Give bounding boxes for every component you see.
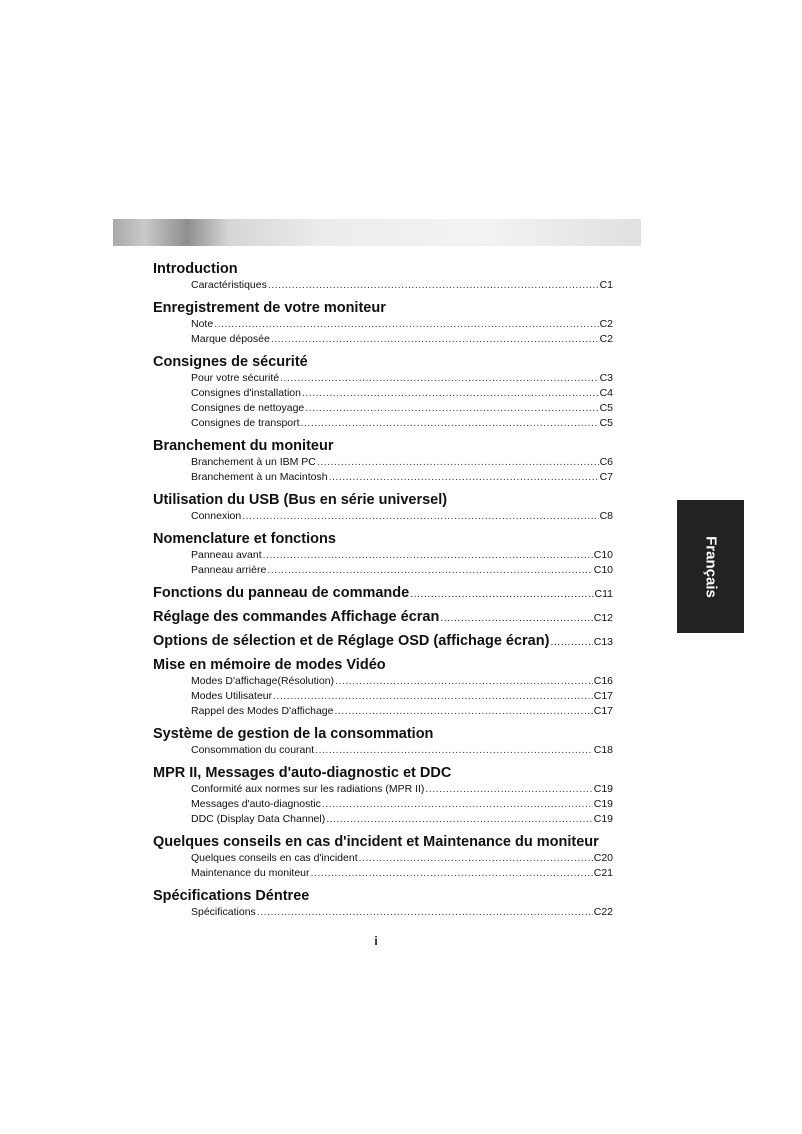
toc-section bbox=[153, 353, 613, 431]
dot-leader bbox=[329, 470, 599, 485]
page-ref: C5 bbox=[599, 417, 613, 429]
section-title: Nomenclature et fonctions bbox=[153, 531, 336, 547]
entry-label: Branchement à un IBM PC bbox=[191, 456, 316, 468]
toc-entry[interactable] bbox=[153, 812, 613, 827]
page-ref: C13 bbox=[593, 636, 613, 648]
toc-entry[interactable] bbox=[153, 470, 613, 485]
entry-label: Rappel des Modes D'affichage bbox=[191, 705, 334, 717]
dot-leader bbox=[268, 278, 599, 293]
section-title: Consignes de sécurité bbox=[153, 354, 308, 370]
dot-leader bbox=[273, 689, 593, 704]
page-ref: C5 bbox=[599, 402, 613, 414]
dot-leader bbox=[410, 585, 593, 603]
dot-leader bbox=[334, 704, 592, 719]
page-ref: C19 bbox=[593, 783, 613, 795]
entry-label: Consignes de nettoyage bbox=[191, 402, 305, 414]
entry-label: Note bbox=[191, 318, 214, 330]
entry-label: Marque déposée bbox=[191, 333, 270, 345]
toc-section bbox=[153, 764, 613, 827]
toc-entry[interactable] bbox=[153, 797, 613, 812]
page-ref: C16 bbox=[593, 675, 613, 687]
entry-label: Modes D'affichage(Résolution) bbox=[191, 675, 335, 687]
section-title: Mise en mémoire de modes Vidéo bbox=[153, 657, 386, 673]
toc-section bbox=[153, 260, 613, 293]
page-ref: C17 bbox=[593, 690, 613, 702]
page-ref: C11 bbox=[594, 588, 613, 600]
page-ref: C10 bbox=[593, 549, 613, 561]
page-ref: C22 bbox=[593, 906, 613, 918]
page-ref: C8 bbox=[599, 510, 613, 522]
dot-leader bbox=[359, 851, 593, 866]
section-title: Réglage des commandes Affichage écran bbox=[153, 609, 440, 625]
entry-label: Consommation du courant bbox=[191, 744, 315, 756]
toc-entry[interactable] bbox=[153, 689, 613, 704]
toc-section-heading[interactable] bbox=[153, 608, 613, 626]
dot-leader bbox=[326, 812, 593, 827]
section-title: Quelques conseils en cas d'incident et Maintenance du moniteur bbox=[153, 834, 599, 850]
toc-entry[interactable] bbox=[153, 278, 613, 293]
toc-section bbox=[153, 887, 613, 920]
entry-label: Spécifications bbox=[191, 906, 256, 918]
entry-label: Modes Utilisateur bbox=[191, 690, 273, 702]
dot-leader bbox=[440, 609, 592, 627]
toc-section bbox=[153, 491, 613, 524]
dot-leader bbox=[280, 371, 598, 386]
dot-leader bbox=[267, 563, 592, 578]
section-title: Utilisation du USB (Bus en série universel) bbox=[153, 492, 448, 508]
toc-entry[interactable] bbox=[153, 317, 613, 332]
section-title: Système de gestion de la consommation bbox=[153, 726, 434, 742]
page-ref: C19 bbox=[593, 798, 613, 810]
dot-leader bbox=[335, 674, 593, 689]
section-title: MPR II, Messages d'auto-diagnostic et DDC bbox=[153, 765, 452, 781]
page-ref: C4 bbox=[599, 387, 613, 399]
page-ref: C10 bbox=[593, 564, 613, 576]
dot-leader bbox=[425, 782, 592, 797]
toc-entry[interactable] bbox=[153, 548, 613, 563]
dot-leader bbox=[311, 866, 593, 881]
entry-label: Consignes d'installation bbox=[191, 387, 301, 399]
toc-entry[interactable] bbox=[153, 743, 613, 758]
dot-leader bbox=[242, 509, 598, 524]
toc-section-heading[interactable] bbox=[153, 584, 613, 602]
toc-entry[interactable] bbox=[153, 332, 613, 347]
page-number: i bbox=[374, 934, 378, 948]
entry-label: Panneau avant bbox=[191, 549, 262, 561]
page-ref: C1 bbox=[599, 279, 613, 291]
dot-leader bbox=[214, 317, 598, 332]
header-gradient-bar bbox=[113, 219, 641, 246]
dot-leader bbox=[322, 797, 593, 812]
dot-leader bbox=[305, 401, 598, 416]
dot-leader bbox=[263, 548, 593, 563]
dot-leader bbox=[257, 905, 593, 920]
table-of-contents bbox=[153, 260, 613, 920]
entry-label: Connexion bbox=[191, 510, 242, 522]
entry-label: Quelques conseils en cas d'incident bbox=[191, 852, 358, 864]
page-ref: C7 bbox=[599, 471, 613, 483]
language-tab-label: Français bbox=[702, 535, 719, 598]
section-title: Spécifications Déntree bbox=[153, 888, 310, 904]
page-ref: C20 bbox=[593, 852, 613, 864]
entry-label: Consignes de transport bbox=[191, 417, 300, 429]
language-tab bbox=[677, 500, 744, 633]
page-ref: C3 bbox=[599, 372, 613, 384]
toc-entry[interactable] bbox=[153, 371, 613, 386]
dot-leader bbox=[315, 743, 593, 758]
entry-label: Caractéristiques bbox=[191, 279, 267, 291]
section-title: Enregistrement de votre moniteur bbox=[153, 300, 386, 316]
page-ref: C2 bbox=[599, 318, 613, 330]
toc-entry[interactable] bbox=[153, 704, 613, 719]
entry-label: Panneau arrière bbox=[191, 564, 267, 576]
toc-entry[interactable] bbox=[153, 455, 613, 470]
page-ref: C18 bbox=[593, 744, 613, 756]
toc-entry[interactable] bbox=[153, 866, 613, 881]
dot-leader bbox=[550, 633, 592, 651]
toc-entry[interactable] bbox=[153, 416, 613, 431]
toc-section bbox=[153, 530, 613, 578]
entry-label: Messages d'auto-diagnostic bbox=[191, 798, 321, 810]
entry-label: Pour votre sécurité bbox=[191, 372, 280, 384]
toc-entry[interactable] bbox=[153, 563, 613, 578]
dot-leader bbox=[301, 416, 599, 431]
toc-entry[interactable] bbox=[153, 401, 613, 416]
toc-section bbox=[153, 833, 613, 881]
toc-entry[interactable] bbox=[153, 509, 613, 524]
page-ref: C2 bbox=[599, 333, 613, 345]
entry-label: Maintenance du moniteur bbox=[191, 867, 310, 879]
toc-section bbox=[153, 608, 613, 626]
toc-entry[interactable] bbox=[153, 386, 613, 401]
dot-leader bbox=[302, 386, 599, 401]
toc-entry[interactable] bbox=[153, 674, 613, 689]
entry-label: Branchement à un Macintosh bbox=[191, 471, 328, 483]
page-ref: C12 bbox=[593, 612, 613, 624]
entry-label: DDC (Display Data Channel) bbox=[191, 813, 326, 825]
page-ref: C6 bbox=[599, 456, 613, 468]
section-title: Branchement du moniteur bbox=[153, 438, 334, 454]
toc-section bbox=[153, 656, 613, 719]
section-title: Introduction bbox=[153, 261, 238, 277]
dot-leader bbox=[271, 332, 599, 347]
toc-section bbox=[153, 437, 613, 485]
section-title: Fonctions du panneau de commande bbox=[153, 585, 410, 601]
toc-section bbox=[153, 299, 613, 347]
toc-section bbox=[153, 584, 613, 602]
dot-leader bbox=[317, 455, 599, 470]
toc-section bbox=[153, 725, 613, 758]
entry-label: Conformité aux normes sur les radiations (MPR II) bbox=[191, 783, 425, 795]
toc-entry[interactable] bbox=[153, 851, 613, 866]
toc-section bbox=[153, 632, 613, 650]
page-ref: C19 bbox=[593, 813, 613, 825]
toc-entry[interactable] bbox=[153, 905, 613, 920]
toc-entry[interactable] bbox=[153, 782, 613, 797]
section-title: Options de sélection et de Réglage OSD (affichage écran) bbox=[153, 633, 550, 649]
page-ref: C21 bbox=[593, 867, 613, 879]
page-ref: C17 bbox=[593, 705, 613, 717]
toc-section-heading[interactable] bbox=[153, 632, 613, 650]
